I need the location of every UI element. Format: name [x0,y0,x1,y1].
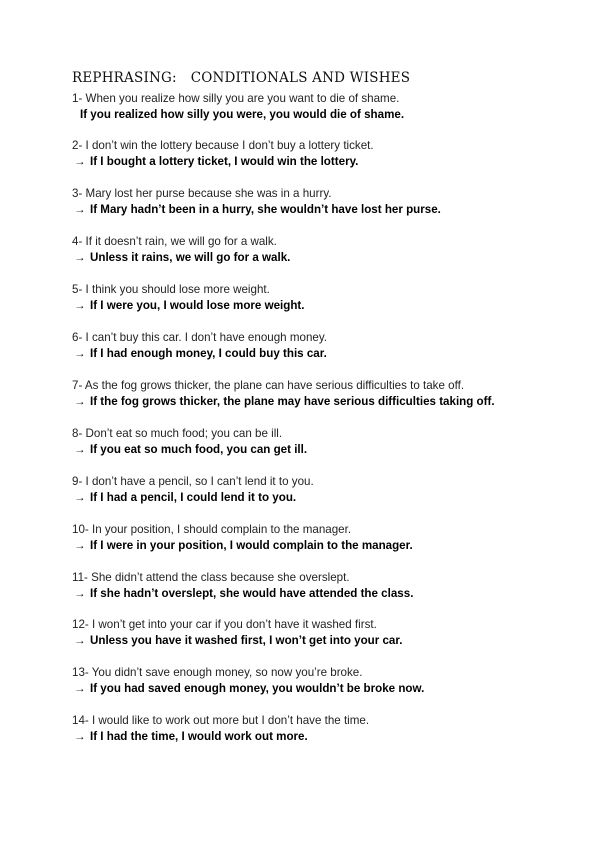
rephrased-answer [72,107,552,122]
exercise-item-12 [72,617,552,648]
answer-text: If I were you, I would lose more weight. [90,299,305,312]
original-sentence: 10- In your position, I should complain to the manager. [72,523,352,536]
rephrased-answer [72,250,552,265]
arrow-icon: → [74,539,86,552]
arrow-icon: → [74,730,86,743]
arrow-icon: → [74,203,86,216]
rephrased-answer [72,298,552,313]
page-title [72,70,410,86]
answer-text: If I had enough money, I could buy this car. [90,347,327,360]
answer-text: If the fog grows thicker, the plane may have serious difficulties taking off. [90,395,495,408]
original-sentence: 3- Mary lost her purse because she was in a hurry. [72,187,332,200]
exercise-item-11 [72,570,552,601]
arrow-icon: → [74,395,86,408]
arrow-icon: → [74,155,86,168]
answer-text: If she hadn’t overslept, she would have attended the class. [90,587,414,600]
exercise-item-1 [72,91,552,122]
title-prefix: REPHRASING: [72,70,177,86]
answer-text: Unless you have it washed first, I won’t get into your car. [90,634,403,647]
original-sentence: 2- I don’t win the lottery because I don’t buy a lottery ticket. [72,139,374,152]
arrow-icon: → [74,347,86,360]
exercise-item-3 [72,186,552,217]
rephrased-answer [72,538,552,553]
original-sentence: 7- As the fog grows thicker, the plane can have serious difficulties to take off. [72,379,465,392]
arrow-icon: → [74,682,86,695]
exercise-item-8 [72,426,552,457]
answer-text: If Mary hadn’t been in a hurry, she wouldn’t have lost her purse. [90,203,441,216]
rephrased-answer [72,729,552,744]
exercise-item-6 [72,330,552,361]
answer-text: Unless it rains, we will go for a walk. [90,251,291,264]
rephrased-answer [72,202,552,217]
exercise-item-7 [72,378,552,409]
answer-text: If you realized how silly you were, you would die of shame. [80,108,405,121]
arrow-icon: → [74,491,86,504]
original-sentence: 6- I can’t buy this car. I don’t have enough money. [72,331,327,344]
title-topic: CONDITIONALS AND WISHES [190,70,411,86]
rephrased-answer [72,442,552,457]
rephrased-answer [72,681,552,696]
arrow-icon: → [74,443,86,456]
answer-text: If you had saved enough money, you wouldn’t be broke now. [90,682,425,695]
original-sentence: 5- I think you should lose more weight. [72,283,270,296]
exercise-item-9 [72,474,552,505]
rephrased-answer [72,154,552,169]
original-sentence: 13- You didn’t save enough money, so now you’re broke. [72,666,363,679]
rephrased-answer [72,394,552,409]
arrow-icon: → [74,299,86,312]
answer-text: If I bought a lottery ticket, I would win the lottery. [90,155,359,168]
answer-text: If you eat so much food, you can get ill. [90,443,308,456]
exercise-item-4 [72,234,552,265]
original-sentence: 8- Don’t eat so much food; you can be ill. [72,427,283,440]
exercise-item-14 [72,713,552,744]
answer-text: If I had a pencil, I could lend it to you. [90,491,297,504]
rephrased-answer [72,633,552,648]
answer-text: If I were in your position, I would complain to the manager. [90,539,413,552]
original-sentence: 1- When you realize how silly you are you want to die of shame. [72,92,400,105]
exercise-item-10 [72,522,552,553]
arrow-icon: → [74,251,86,264]
rephrased-answer [72,586,552,601]
original-sentence: 12- I won’t get into your car if you don’t have it washed first. [72,618,377,631]
original-sentence: 14- I would like to work out more but I don’t have the time. [72,714,370,727]
exercise-item-5 [72,282,552,313]
original-sentence: 11- She didn’t attend the class because she overslept. [72,571,350,584]
arrow-icon: → [74,587,86,600]
rephrased-answer [72,346,552,361]
original-sentence: 4- If it doesn’t rain, we will go for a walk. [72,235,277,248]
answer-text: If I had the time, I would work out more. [90,730,308,743]
original-sentence: 9- I don’t have a pencil, so I can’t lend it to you. [72,475,314,488]
exercise-item-13 [72,665,552,696]
exercise-item-2 [72,138,552,169]
arrow-icon: → [74,634,86,647]
rephrased-answer [72,490,552,505]
